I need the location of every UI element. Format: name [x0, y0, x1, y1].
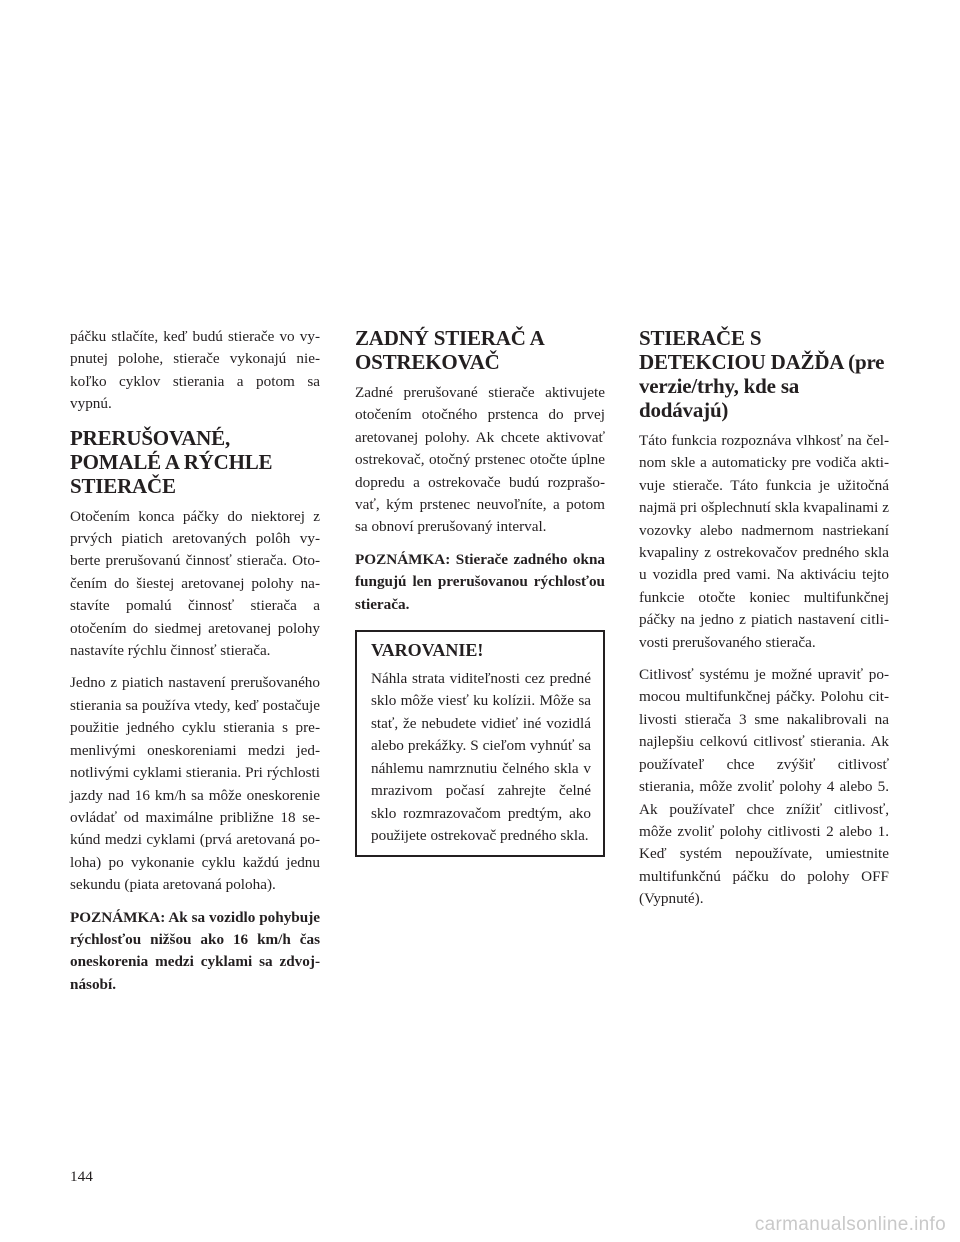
- column-middle: [355, 326, 605, 857]
- paragraph: Jedno z piatich nastavení prerušovaného stierania sa používa vtedy, keď postačuje použitie jedného cyklu stierania s premenlivými oneskoreniami medzi jednotlivými cyklami stierania. Pri rýchlosti jazdy nad 16 km/h sa môže oneskorenie ovládať od maximálne približne 18 sekúnd medzi cyklami (prvá aretovaná poloha) po vykonanie cyklu každú jednu sekundu (piata aretovaná poloha).: [70, 674, 320, 894]
- warning-text: Náhla strata viditeľnosti cez predné sklo môže viesť ku kolízii. Môže sa stať, že nebudete vidieť iné vozidlá alebo prekážky. S cieľom vyhnúť sa náhlemu namrznutiu čelného skla v mrazivom počasí zahrejte čelné sklo rozmrazovačom predtým, ako použijete ostrekovač predného skla.: [371, 670, 591, 844]
- intro-paragraph: páčku stlačíte, keď budú stierače vo vypnutej polohe, stierače vykonajú niekoľko cyklov stierania a potom sa vypnú.: [70, 328, 320, 413]
- section-heading-intermittent-wipers: PRERUŠOVANÉ, POMALÉ A RÝCHLE STIERAČE: [70, 425, 273, 498]
- paragraph: Zadné prerušované stierače aktivujete otočením otočného prstenca do prvej aretovanej polohy. Ak chcete aktivovať ostrekovač, otočný prstenec otočte úplne dopredu a ostrekovače budú rozprašovať, kým prstenec neuvoľníte, a potom sa obnoví prerušovaný interval.: [355, 384, 605, 536]
- note-paragraph: POZNÁMKA: Stierače zadného okna fungujú len prerušovanou rýchlosťou stierača.: [355, 550, 605, 613]
- section-heading-rain-sensing-wipers: STIERAČE S DETEKCIOU DAŽĎA (pre verzie/trhy, kde sa dodávajú): [639, 326, 885, 422]
- note-paragraph: POZNÁMKA: Ak sa vozidlo pohybuje rýchlosťou nižšou ako 16 km/h čas oneskorenia medzi cyklami sa zdvojnásobí.: [70, 908, 320, 993]
- warning-title: VAROVANIE!: [371, 640, 484, 661]
- section-heading-rear-wiper: ZADNÝ STIERAČ A OSTREKOVAČ: [355, 326, 544, 374]
- watermark: carmanualsonline.info: [754, 1214, 946, 1235]
- column-left: [70, 326, 320, 1006]
- page-number: 144: [70, 1168, 93, 1185]
- column-right: [639, 326, 889, 921]
- paragraph: Citlivosť systému je možné upraviť pomocou multifunkčnej páčky. Polohu citlivosti stierača 3 sme nakalibrovali na najlepšiu celkovú citlivosť stierania. Ak používateľ chce zvýšiť citlivosť stierania, môže zvoliť polohy 4 alebo 5. Ak používateľ chce znížiť citlivosť, môže zvoliť polohy citlivosti 2 alebo 1. Keď systém nepoužívate, umiestnite multifunkčnú páčku do polohy OFF (Vypnuté).: [639, 666, 889, 908]
- warning-box: [355, 630, 605, 857]
- paragraph: Táto funkcia rozpoznáva vlhkosť na čelnom skle a automaticky pre vodiča aktivuje stierače. Táto funkcia je užitočná najmä pri ošplechnutí skla kvapalinami z vozovky alebo nadmernom nastriekaní kvapaliny z ostrekovačov predného skla u vozidla pred vami. Na aktiváciu tejto funkcie otočte koniec multifunkčnej páčky na jedno z piatich nastavení citlivosti prerušovaného stierača.: [639, 432, 889, 651]
- paragraph: Otočením konca páčky do niektorej z prvých piatich aretovaných polôh vyberte prerušovanú činnosť stierača. Otočením do šiestej aretovanej polohy nastavíte pomalú činnosť stierača a otočením do siedmej aretovanej polohy nastavíte rýchlu činnosť stierača.: [70, 507, 320, 660]
